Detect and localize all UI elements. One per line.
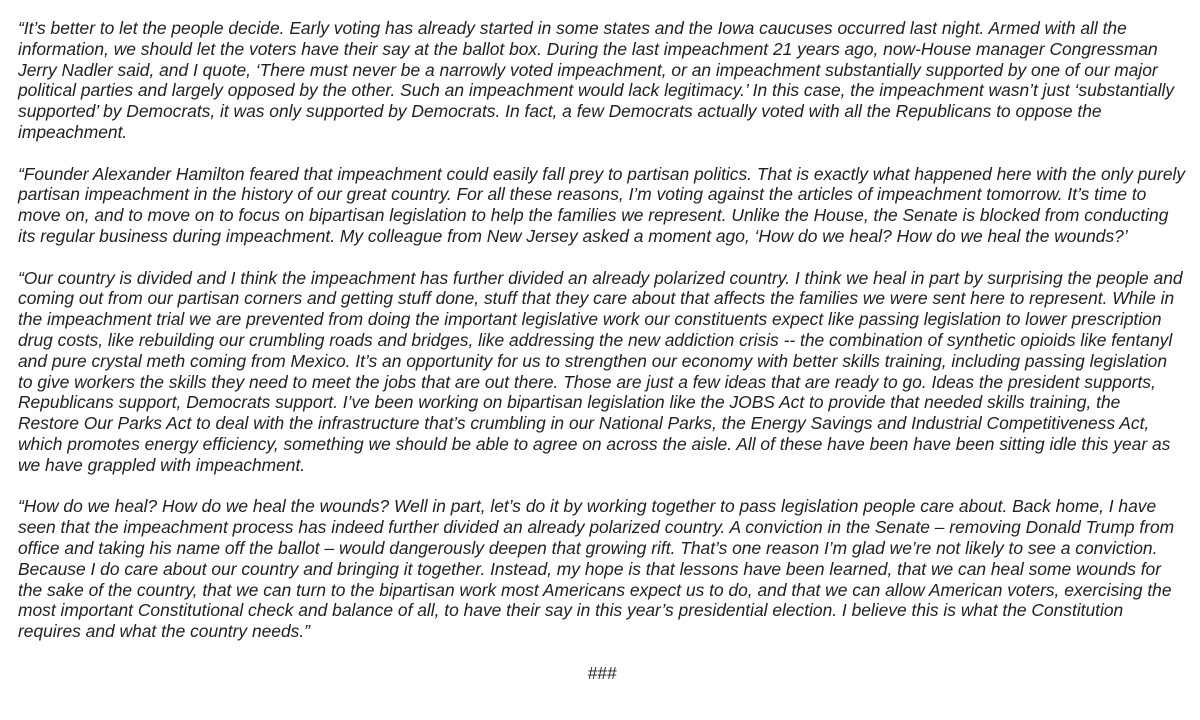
statement-paragraph-1: “It’s better to let the people decide. Early voting has already started in some states and the Iowa caucuses occurred last night. Armed with all the information, we should let the voters have their say at the ballot box. During the last impeachment 21 years ago, now-House manager Congressman Jerry Nadler said, and I quote, ‘There must never be a narrowly voted impeachment, or an impeachment substantially supported by one of our major political parties and largely opposed by the other. Such an impeachment would lack legitimacy.’ In this case, the impeachment wasn’t just ‘substantially supported’ by Democrats, it was only supported by Democrats. In fact, a few Democrats actually voted with all the Republicans to oppose the impeachment. bbox=[18, 18, 1175, 142]
statement-paragraph-3: “Our country is divided and I think the impeachment has further divided an already polarized country. I think we heal in part by surprising the people and coming out from our partisan corners and getting stuff done, stuff that they care about that affects the families we were sent here to represent. While in the impeachment trial we are prevented from doing the important legislative work our constituents expect like passing legislation to lower prescription drug costs, like rebuilding our crumbling roads and bridges, like addressing the new addiction crisis -- the combination of synthetic opioids like fentanyl and pure crystal meth coming from Mexico. It’s an opportunity for us to strengthen our economy with better skills training, including passing legislation to give workers the skills they need to meet the jobs that are out there. Those are just a few ideas that are ready to go. Ideas the president supports, Republicans support, Democrats support. I’ve been working on bipartisan legislation like the JOBS Act to provide that needed skills training, the Restore Our Parks Act to deal with the infrastructure that’s crumbling in our National Parks, the Energy Savings and Industrial Competitiveness Act, which promotes energy efficiency, something we should be able to agree on across the aisle. All of these have been have been sitting idle this year as we have grappled with impeachment. bbox=[18, 267, 1183, 475]
statement-paragraph-4: “How do we heal? How do we heal the wounds? Well in part, let’s do it by working together to pass legislation people care about. Back home, I have seen that the impeachment process has indeed further divided an already polarized country. A conviction in the Senate – removing Donald Trump from office and taking his name off the ballot – would dangerously deepen that growing rift. That’s one reason I’m glad we’re not likely to see a conviction. Because I do care about our country and bringing it together. Instead, my hope is that lessons have been learned, that we can heal some wounds for the sake of the country, that we can turn to the bipartisan work most Americans expect us to do, and that we can allow American voters, exercising the most important Constitutional check and balance of all, to have their say in this year’s presidential election. I believe this is what the Constitution requires and what the country needs.” bbox=[18, 496, 1175, 642]
statement-document bbox=[18, 18, 1186, 684]
end-of-release-mark: ### bbox=[587, 662, 617, 683]
statement-paragraph-2: “Founder Alexander Hamilton feared that impeachment could easily fall prey to partisan politics. That is exactly what happened here with the only purely partisan impeachment in the history of our great country. For all these reasons, I’m voting against the articles of impeachment tomorrow. It’s time to move on, and to move on to focus on bipartisan legislation to help the families we represent. Unlike the House, the Senate is blocked from conducting its regular business during impeachment. My colleague from New Jersey asked a moment ago, ‘How do we heal? How do we heal the wounds?’ bbox=[18, 163, 1186, 246]
